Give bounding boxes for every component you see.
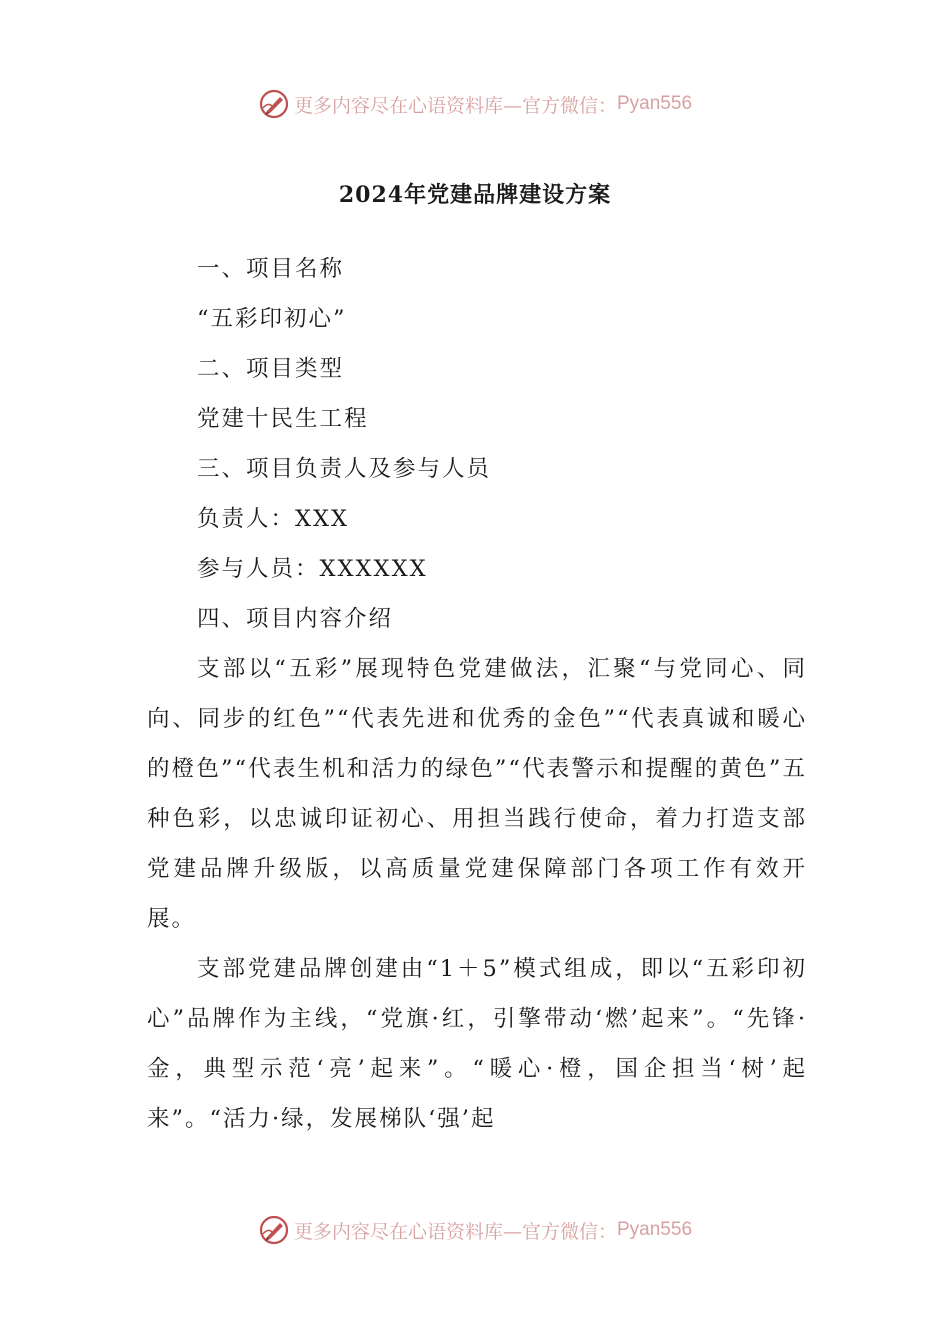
watermark-handle: Pyan556 [617, 1219, 693, 1240]
pen-logo-icon [258, 88, 290, 120]
watermark-text: 更多内容尽在心语资料库—官方微信： [293, 1220, 617, 1243]
header-watermark [0, 84, 950, 124]
project-members: 参与人员：XXXXXX [197, 556, 428, 582]
document-title: 2024年党建品牌建设方案 [338, 182, 612, 208]
footer-watermark [0, 1210, 950, 1250]
project-leader: 负责人：XXX [197, 506, 350, 532]
document-body [147, 244, 807, 1144]
watermark-text: 更多内容尽在心语资料库—官方微信： [293, 94, 617, 117]
section-heading: 一、项目名称 [197, 256, 345, 282]
pen-logo-icon [258, 1214, 290, 1246]
section-heading: 四、项目内容介绍 [197, 606, 394, 632]
body-paragraph: 支部党建品牌创建由“1＋5”模式组成，即以“五彩印初心”品牌作为主线，“党旗·红，引擎带动‘燃’起来”。“先锋·金，典型示范‘亮’起来”。“暖心·橙，国企担当‘树’起来”。“活力·绿，发展梯队‘强’起 [147, 956, 807, 1132]
body-paragraph: 支部以“五彩”展现特色党建做法，汇聚“与党同心、同向、同步的红色”“代表先进和优秀的金色”“代表真诚和暖心的橙色”“代表生机和活力的绿色”“代表警示和提醒的黄色”五种色彩，以忠诚印证初心、用担当践行使命，着力打造支部党建品牌升级版，以高质量党建保障部门各项工作有效开展。 [147, 656, 807, 932]
project-type: 党建十民生工程 [197, 406, 369, 432]
watermark-handle: Pyan556 [617, 93, 693, 114]
project-name: “五彩印初心” [197, 306, 347, 332]
section-heading: 二、项目类型 [197, 356, 345, 382]
section-heading: 三、项目负责人及参与人员 [197, 456, 492, 482]
